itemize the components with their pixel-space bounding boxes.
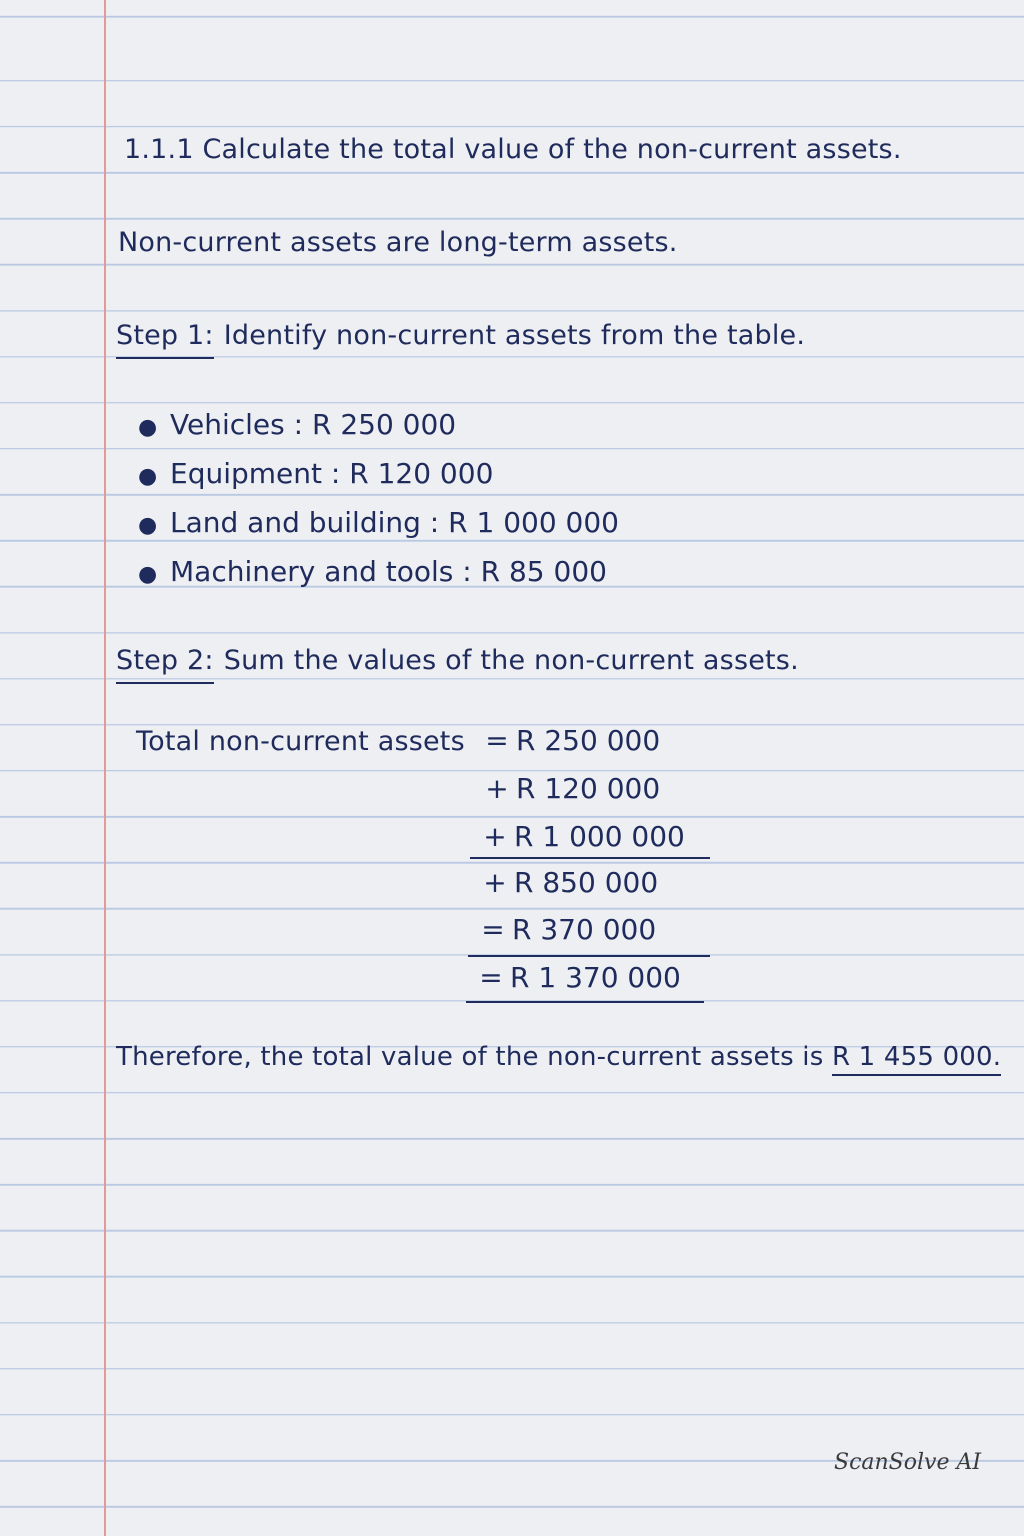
asset-value: R 85 000 [480,555,607,588]
total-rule [466,1001,704,1003]
margin-line [104,0,106,1536]
asset-name: Land and building [170,506,421,539]
conclusion-text: Therefore, the total value of the non-current assets is [116,1042,824,1072]
calculation-value: R 370 000 [512,913,657,946]
asset-name: Machinery and tools [170,555,454,588]
step-2 [116,645,799,684]
list-item: ● Machinery and tools : R 85 000 [138,549,619,598]
calculation-value: R 120 000 [516,772,661,805]
step-1 [116,320,805,359]
calculation-line [476,866,658,899]
step-1-text: Identify non-current assets from the table. [223,320,806,351]
bullet-icon: ● [138,513,158,538]
asset-value: R 1 000 000 [448,506,619,539]
calculation-value: R 250 000 [516,724,661,757]
calculation-line [476,820,685,853]
conclusion [116,1042,1001,1072]
sum-rule [468,955,710,957]
calculation-line [478,772,660,805]
calculation-value: R 850 000 [514,866,659,899]
step-2-label: Step 2: [116,645,214,684]
step-2-text: Sum the values of the non-current assets. [223,645,799,676]
asset-list [138,402,619,598]
calculation-value: R 1 370 000 [510,961,681,994]
bullet-icon: ● [138,415,158,440]
operator: = [479,961,503,994]
step-1-label: Step 1: [116,320,214,359]
list-item: ● Land and building : R 1 000 000 [138,500,619,549]
question-title: 1.1.1 Calculate the total value of the non-current assets. [124,134,902,165]
operator: + [483,866,507,899]
asset-name: Equipment [170,457,322,490]
bullet-icon: ● [138,464,158,489]
list-item: ● Equipment : R 120 000 [138,451,619,500]
calculation-label: Total non-current assets [136,726,465,757]
asset-value: R 120 000 [349,457,494,490]
asset-name: Vehicles [170,408,285,441]
operator: = [481,913,505,946]
operator: + [485,772,509,805]
asset-value: R 250 000 [311,408,457,441]
intro-text: Non-current assets are long-term assets. [118,227,678,258]
calculation-line [474,913,656,946]
sum-rule [470,857,710,859]
brand-watermark: ScanSolve AI [834,1450,982,1475]
calculation-value: R 1 000 000 [514,820,685,853]
calculation-line [478,724,660,757]
operator: + [483,820,507,853]
final-answer: R 1 455 000. [832,1042,1001,1076]
list-item: ● Vehicles : R 250 000 [138,402,619,451]
bullet-icon: ● [138,562,158,587]
operator: = [485,724,509,757]
calculation-line [472,961,681,994]
